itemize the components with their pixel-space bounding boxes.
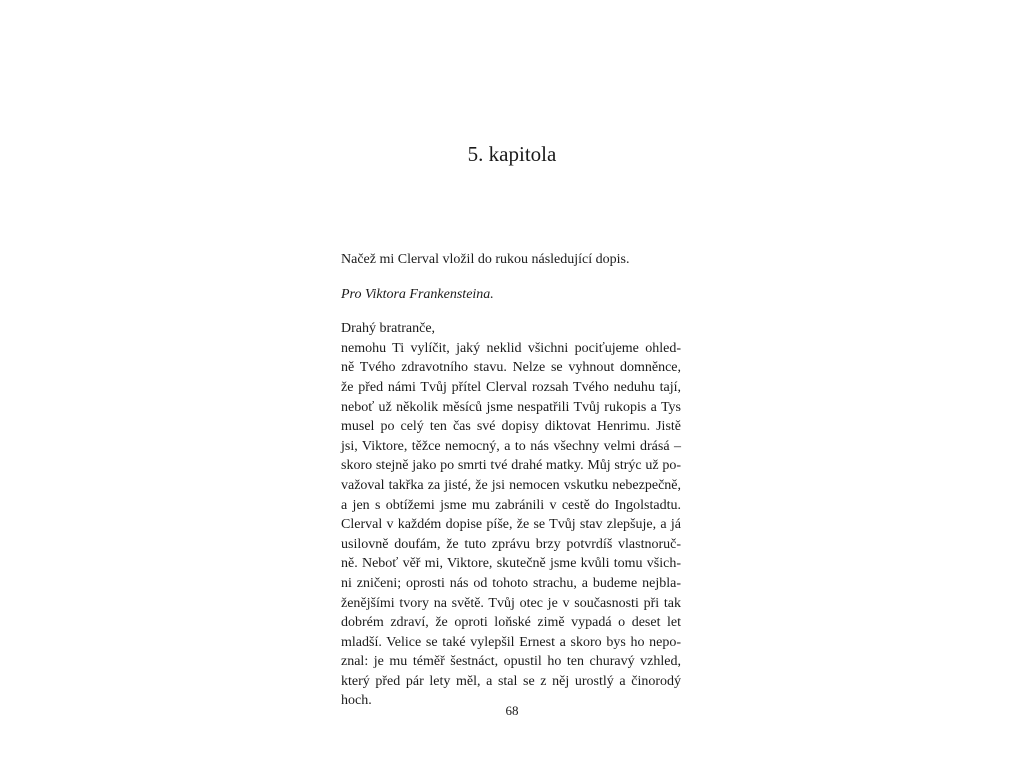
letter-line: jsi, Viktore, těžce nemocný, a to nás všechny velmi drásá – xyxy=(341,438,681,454)
letter-line: hoch. xyxy=(341,693,372,709)
letter-line: ni zničeni; oprosti nás od tohoto strachu, a budeme nejbla- xyxy=(341,575,681,591)
letter-line: nemohu Ti vylíčit, jaký neklid všichni pociťujeme ohled- xyxy=(341,340,681,356)
body-text xyxy=(341,250,681,711)
letter-line: který před pár lety měl, a stal se z něj urostlý a činorodý xyxy=(341,673,681,689)
letter-line: znal: je mu téměř šestnáct, opustil ho ten churavý vzhled, xyxy=(341,654,681,670)
letter-line: že před námi Tvůj přítel Clerval rozsah Tvého neduhu tají, xyxy=(341,379,681,395)
page-number: 68 xyxy=(505,703,519,718)
letter-line: neboť už několik měsíců jsme nespatřili Tvůj rukopis a Tys xyxy=(341,399,681,415)
letter-line: ženějšími tvory na světě. Tvůj otec je v současnosti při tak xyxy=(341,595,681,611)
letter-line: Clerval v každém dopise píše, že se Tvůj stav zlepšuje, a já xyxy=(341,517,681,533)
letter-line: važoval takřka za jisté, že jsi nemocen vskutku nebezpečně, xyxy=(341,477,681,493)
chapter-title: 5. kapitola xyxy=(467,142,557,166)
letter-line: skoro stejně jako po smrti tvé drahé matky. Můj strýc už po- xyxy=(341,458,681,474)
letter-line: dobrém zdraví, že oproti loňské zimě vypadá o deset let xyxy=(341,615,681,631)
letter-line: mladší. Velice se také vylepšil Ernest a skoro bys ho nepo- xyxy=(341,634,681,650)
letter-addressee: Pro Viktora Frankensteina. xyxy=(341,286,494,302)
letter-line: ně. Neboť věř mi, Viktore, skutečně jsme kvůli tomu všich- xyxy=(341,556,681,572)
intro-paragraph: Načež mi Clerval vložil do rukou následující dopis. xyxy=(341,252,630,267)
letter-line: musel po celý ten čas své dopisy diktovat Henrimu. Jistě xyxy=(341,419,681,435)
letter-line: a jen s obtížemi jsme mu zabránili v cestě do Ingolstadtu. xyxy=(341,497,681,513)
letter-body xyxy=(341,339,681,711)
letter-salutation: Drahý bratranče, xyxy=(341,321,436,337)
letter-line: usilovně doufám, že tuto zprávu brzy potvrdíš vlastnoruč- xyxy=(341,536,681,552)
letter-line: ně Tvého zdravotního stavu. Nelze se vyhnout domněnce, xyxy=(341,360,681,376)
